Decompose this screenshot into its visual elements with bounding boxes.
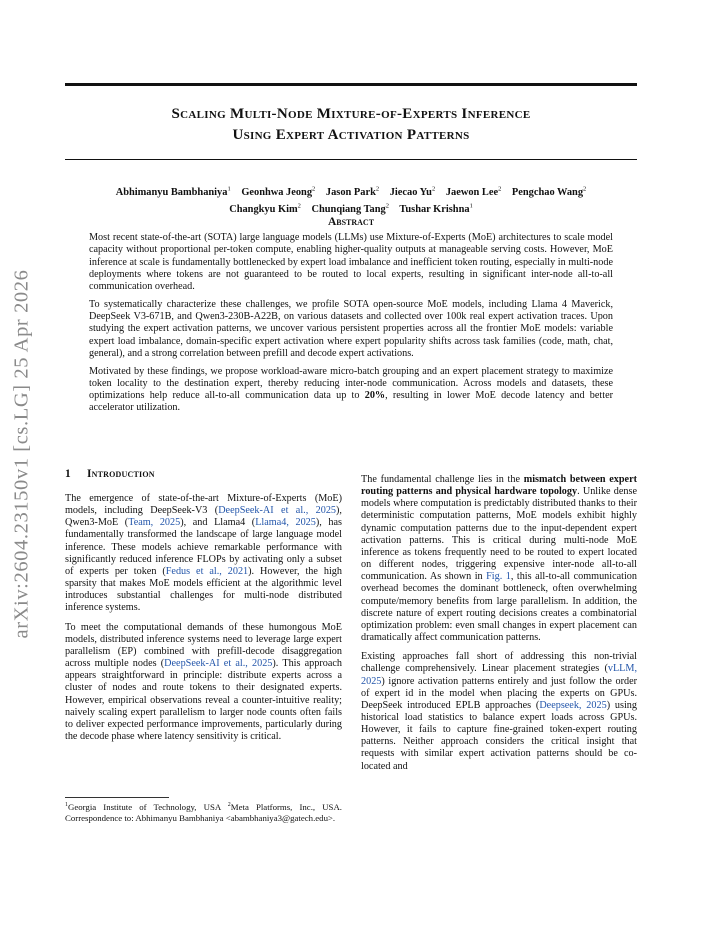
title-rule-top: [65, 83, 637, 86]
abstract-paragraph: Motivated by these findings, we propose workload-aware micro-batch grouping and an expert placement strategy to maximize token locality to the destination expert, thereby reducing inter-node communication. Across models and datasets, these optimizations help reduce all-to-all communication data up to 20%, resulting in lower MoE decode latency and better accelerator utilization.: [89, 365, 613, 414]
footnote-rule: [65, 797, 169, 798]
citation-link[interactable]: Team, 2025: [128, 517, 181, 529]
abstract-paragraph: Most recent state-of-the-art (SOTA) large language models (LLMs) use Mixture-of-Experts (MoE) architectures to scale model capacity without proportional per-token compute, enabling higher-quality outputs at manageable serving costs. However, MoE inference at scale is fundamentally bottlenecked by expert load imbalance and inefficient token routing, especially in multi-node deployments where tokens are not guaranteed to be routed to local experts, resulting in significant inter-node all-to-all communication overhead.: [89, 232, 613, 292]
citation-link[interactable]: Fedus et al., 2021: [165, 565, 249, 577]
author: Jaewon Lee$^2$: [445, 186, 502, 199]
body-paragraph: Existing approaches fall short of addressing this non-trivial challenge comprehensively. Linear placement strategies (vLLM, 2025) ignore activation patterns entirely and just follow the order of expert id in the model when placing the experts on GPUs. DeepSeek introduced EPLB approaches (Deepseek, 2025) using historical load statistics to balance expert loads across GPUs. However, it fails to capture fine-grained token-expert routing patterns. Neither approach considers the critical insight that requests with similar expert activation patterns should be co-located and: [361, 651, 637, 772]
body-paragraph: To meet the computational demands of these humongous MoE models, distributed inference systems need to leverage large expert parallelism (EP) combined with prefill-decode disaggregation across multiple nodes (DeepSeek-AI et al., 2025). This approach appears straightforward in principle: distribute experts across a cluster of nodes and route tokens to their designated experts. However, empirical observations reveal a counter-intuitive reality; naively scaling expert parallelism to larger node counts often fails to deliver expected performance improvements, particularly during the decode phase where latency sensitivity is critical.: [65, 621, 342, 742]
body-paragraph: The emergence of state-of-the-art Mixture-of-Experts (MoE) models, including DeepSeek-V3 (DeepSeek-AI et al., 2025), Qwen3-MoE (Team, 2025), and Llama4 (Llama4, 2025), has fundamentally transformed the landscape of large language model inference. These models achieve remarkable performance with significantly reduced inference FLOPs by activating only a subset of experts per token (Fedus et al., 2021). However, the high sparsity that makes MoE models efficient at the algorithmic level introduces substantial challenges for multi-node distributed inference systems.: [65, 493, 342, 614]
paper-title: [65, 104, 637, 146]
author: Abhimanyu Bambhaniya$^1$: [115, 186, 231, 199]
title-line-2: Using Expert Activation Patterns: [232, 127, 470, 143]
abstract-body: [89, 232, 613, 420]
arxiv-identifier-stamp: [0, 0, 44, 932]
right-column: [361, 474, 637, 780]
left-column: [65, 467, 342, 750]
abstract-heading: Abstract: [327, 216, 375, 228]
title-line-1: Scaling Multi-Node Mixture-of-Experts Inference: [171, 106, 531, 122]
author-list: [65, 183, 637, 217]
figure-reference-link[interactable]: Fig. 1: [486, 571, 511, 583]
author: Changkyu Kim$^2$: [229, 202, 301, 216]
citation-link[interactable]: vLLM, 2025: [361, 663, 637, 687]
section-title: Introduction: [87, 468, 155, 480]
affiliation-footnote: $^1$Georgia Institute of Technology, USA $^2$Meta Platforms, Inc., USA. Correspondence to: Abhimanyu Bambhaniya <abambhaniya3@gatech.edu>.: [65, 801, 342, 823]
title-rule-bottom: [65, 159, 637, 160]
author: Jason Park$^2$: [325, 186, 380, 199]
citation-link[interactable]: Deepseek, 2025: [539, 699, 607, 711]
author-line-1: [65, 183, 637, 200]
citation-link[interactable]: DeepSeek-AI et al., 2025: [164, 658, 273, 670]
abstract-paragraph: To systematically characterize these challenges, we profile SOTA open-source MoE models, including Llama 4 Maverick, DeepSeek V3-671B, and Qwen3-230B-A22B, on various datasets and collected over 100k real expert activation traces. Upon studying the expert activation patterns, we uncover various persistent properties across all the frontier MoE models: variable expert load imbalance, domain-specific expert activation where expert popularity shifts across task families (code, math, chat, general), and a strong correlation between prefill and decode expert activations.: [89, 298, 613, 359]
citation-link[interactable]: DeepSeek-AI et al., 2025: [218, 505, 337, 517]
author: Pengchao Wang$^2$: [511, 186, 587, 199]
author: Jiecao Yu$^2$: [389, 186, 436, 199]
citation-link[interactable]: Llama4, 2025: [255, 517, 316, 529]
author: Geonhwa Jeong$^2$: [241, 186, 316, 199]
section-number: 1: [65, 468, 71, 480]
author: Chunqiang Tang$^2$: [311, 202, 389, 216]
arxiv-identifier-text: arXiv:2604.23150v1 [cs.LG] 25 Apr 2026: [10, 269, 33, 639]
body-paragraph: The fundamental challenge lies in the mismatch between expert routing patterns and physical hardware topology. Unlike dense models where computation is predictably distributed thanks to their deterministic computation patterns, MoE models exhibit highly dynamic computation patterns due to the input-dependent expert activation patterns. This is critical during multi-node MoE inference as tokens frequently need to be routed to expert located on different nodes, triggering expensive inter-node all-to-all communication. As shown in Fig. 1, this all-to-all communication overhead becomes the dominant bottleneck, often overwhelming compute/memory benefits from large parallelism. In addition, the discrete nature of expert routing decisions creates a combinatorial optimization problem: even small changes in expert placement can dramatically affect communication patterns.: [361, 474, 637, 644]
section-heading-introduction: [65, 467, 342, 481]
author: Tushar Krishna$^1$: [399, 202, 473, 216]
